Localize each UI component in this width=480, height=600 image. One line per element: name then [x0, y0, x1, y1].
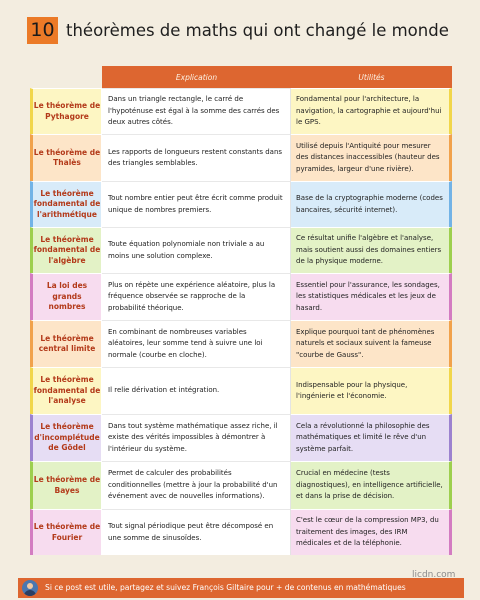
title-number-badge: 10 [27, 17, 58, 44]
theorem-name: Le théorème de Thalès [30, 134, 102, 181]
footer-banner [18, 578, 464, 598]
theorem-utilites: Utilisé depuis l'Antiquité pour mesurer des distances inaccessibles (hauteur des pyramides, largeur d'une rivière). [291, 134, 452, 181]
header-blank-cell [30, 66, 102, 88]
table-header-row [30, 66, 452, 88]
page-title: théorèmes de maths qui ont changé le monde [66, 21, 449, 40]
title-row [0, 0, 480, 62]
theorem-name: La loi des grands nombres [30, 273, 102, 320]
theorem-explication: Dans tout système mathématique assez riche, il existe des vérités impossibles à démontrer à l'intérieur du système. [102, 414, 291, 461]
table-row [30, 88, 452, 134]
theorem-name: Le théorème de Fourier [30, 509, 102, 555]
column-header-utilites: Utilités [291, 66, 452, 88]
author-avatar [22, 580, 38, 596]
theorem-utilites: Fondamental pour l'architecture, la navigation, la cartographie et aujourd'hui le GPS. [291, 88, 452, 134]
table-row [30, 181, 452, 227]
theorem-explication: Tout signal périodique peut être décomposé en une somme de sinusoïdes. [102, 509, 291, 555]
table-row [30, 273, 452, 320]
theorem-name: Le théorème de Bayes [30, 461, 102, 509]
theorem-utilites: C'est le cœur de la compression MP3, du traitement des images, des IRM médicales et de la téléphonie. [291, 509, 452, 555]
table-row [30, 134, 452, 181]
theorem-explication: En combinant de nombreuses variables aléatoires, leur somme tend à suivre une loi normale (courbe en cloche). [102, 320, 291, 367]
theorem-utilites: Indispensable pour la physique, l'ingénierie et l'économie. [291, 367, 452, 414]
theorem-explication: Les rapports de longueurs restent constants dans des triangles semblables. [102, 134, 291, 181]
theorem-explication: Toute équation polynomiale non triviale a au moins une solution complexe. [102, 227, 291, 273]
watermark: licdn.com [412, 570, 456, 580]
footer-text: Si ce post est utile, partagez et suivez François Giltaire pour + de contenus en mathématiques [45, 583, 406, 592]
table-row [30, 227, 452, 273]
table-row [30, 461, 452, 509]
theorem-explication: Plus on répète une expérience aléatoire, plus la fréquence observée se rapproche de la probabilité théorique. [102, 273, 291, 320]
theorem-utilites: Ce résultat unifie l'algèbre et l'analyse, mais soutient aussi des domaines entiers de la physique moderne. [291, 227, 452, 273]
table-row [30, 367, 452, 414]
table-row [30, 509, 452, 555]
table-row [30, 414, 452, 461]
theorem-explication: Tout nombre entier peut être écrit comme produit unique de nombres premiers. [102, 181, 291, 227]
theorem-utilites: Cela a révolutionné la philosophie des mathématiques et limité le rêve d'un système parfait. [291, 414, 452, 461]
theorem-name: Le théorème fondamental de l'arithmétique [30, 181, 102, 227]
theorem-name: Le théorème fondamental de l'analyse [30, 367, 102, 414]
theorem-name: Le théorème central limite [30, 320, 102, 367]
theorem-explication: Permet de calculer des probabilités conditionnelles (mettre à jour la probabilité d'un événement avec de nouvelles informations). [102, 461, 291, 509]
theorem-name: Le théorème d'incomplétude de Gödel [30, 414, 102, 461]
theorems-table [30, 66, 452, 555]
theorem-explication: Dans un triangle rectangle, le carré de l'hypoténuse est égal à la somme des carrés des deux autres côtés. [102, 88, 291, 134]
theorem-utilites: Crucial en médecine (tests diagnostiques), en intelligence artificielle, et dans la prise de décision. [291, 461, 452, 509]
theorem-utilites: Explique pourquoi tant de phénomènes naturels et sociaux suivent la fameuse "courbe de Gauss". [291, 320, 452, 367]
theorem-name: Le théorème fondamental de l'algèbre [30, 227, 102, 273]
theorem-utilites: Base de la cryptographie moderne (codes bancaires, sécurité internet). [291, 181, 452, 227]
theorem-name: Le théorème de Pythagore [30, 88, 102, 134]
table-row [30, 320, 452, 367]
theorem-explication: Il relie dérivation et intégration. [102, 367, 291, 414]
column-header-explication: Explication [102, 66, 291, 88]
theorem-utilites: Essentiel pour l'assurance, les sondages, les statistiques médicales et les jeux de hasard. [291, 273, 452, 320]
